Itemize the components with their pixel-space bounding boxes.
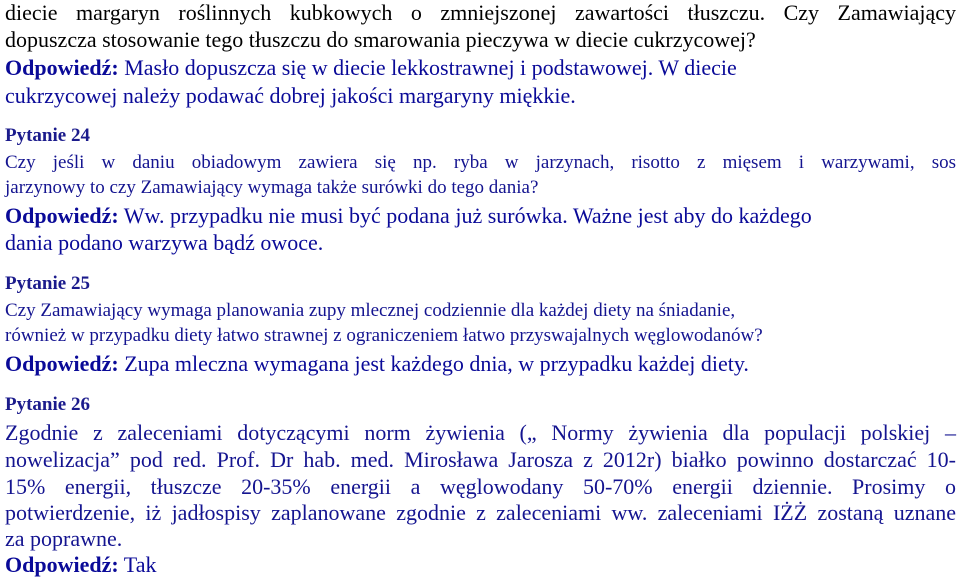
- question-line: również w przypadku diety łatwo strawnej z ograniczeniem łatwo przyswajalnych węglowodanów?: [5, 325, 763, 346]
- paragraph-line: diecie margaryn roślinnych kubkowych o zmniejszonej zawartości tłuszczu. Czy Zamawiający: [5, 0, 956, 25]
- answer-line: [5, 554, 156, 576]
- answer-line: [5, 57, 737, 79]
- answer-label: Odpowiedź:: [5, 55, 119, 80]
- question-line: potwierdzenie, iż jadłospisy zaplanowane zgodnie z zaleceniami ww. zaleceniami IŻŻ zostaną uznane: [5, 500, 956, 525]
- question-line: jarzynowy to czy Zamawiający wymaga także surówki do tego dania?: [5, 177, 539, 198]
- question-line: nowelizacja” pod red. Prof. Dr hab. med. Mirosława Jarosza z 2012r) białko powinno dostarczać 10-: [5, 447, 956, 472]
- answer-line: [5, 205, 812, 227]
- answer-text: Tak: [118, 552, 157, 577]
- answer-text: Ww. przypadku nie musi być podana już surówka. Ważne jest aby do każdego: [118, 203, 812, 228]
- answer-line: dania podano warzywa bądź owoce.: [5, 230, 324, 255]
- paragraph-line: dopuszcza stosowanie tego tłuszczu do smarowania pieczywa w diecie cukrzycowej?: [5, 27, 756, 52]
- question-line: Czy jeśli w daniu obiadowym zawiera się np. ryba w jarzynach, risotto z mięsem i warzywami, sos: [5, 152, 956, 173]
- answer-line: cukrzycowej należy podawać dobrej jakości margaryny miękkie.: [5, 83, 576, 108]
- question-heading: Pytanie 24: [5, 125, 90, 146]
- answer-text: Masło dopuszcza się w diecie lekkostrawnej i podstawowej. W diecie: [118, 55, 737, 80]
- question-line: za poprawne.: [5, 526, 123, 551]
- answer-line: [5, 353, 749, 375]
- answer-label: Odpowiedź:: [5, 203, 119, 228]
- answer-label: Odpowiedź:: [5, 552, 119, 577]
- answer-label: Odpowiedź:: [5, 351, 119, 376]
- question-heading: Pytanie 25: [5, 273, 90, 294]
- question-line: 15% energii, tłuszcze 20-35% energii a węglowodany 50-70% energii dziennie. Prosimy o: [5, 474, 956, 499]
- question-line: Czy Zamawiający wymaga planowania zupy mlecznej codziennie dla każdej diety na śniadanie,: [5, 300, 736, 321]
- question-line: Zgodnie z zaleceniami dotyczącymi norm żywienia („ Normy żywienia dla populacji polskiej –: [5, 420, 956, 445]
- question-heading: Pytanie 26: [5, 394, 90, 415]
- answer-text: Zupa mleczna wymagana jest każdego dnia, w przypadku każdej diety.: [118, 351, 749, 376]
